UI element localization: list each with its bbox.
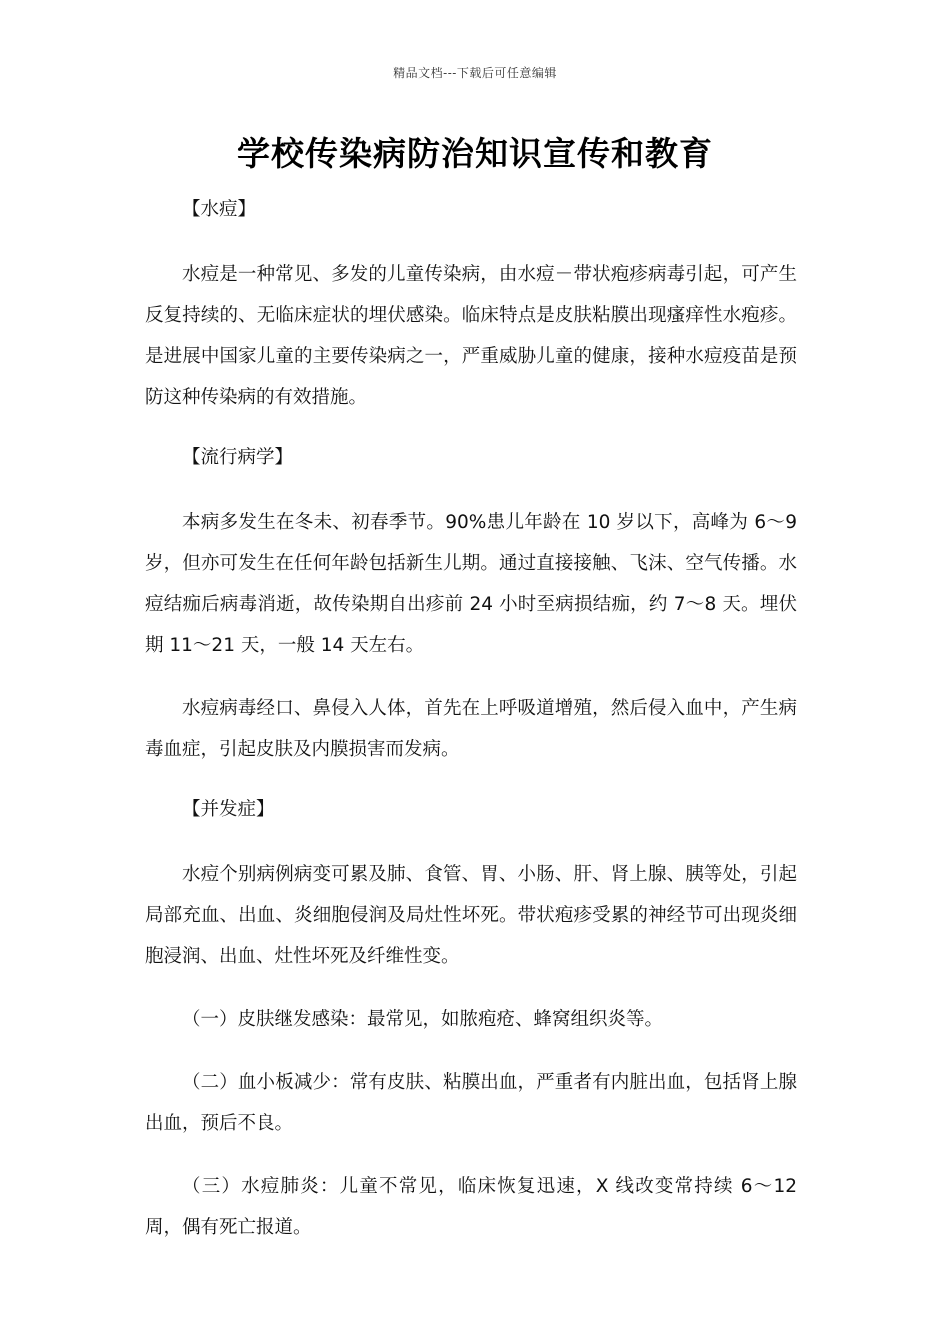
page-header-watermark: 精品文档---下载后可任意编辑 (393, 66, 557, 80)
complication-item-pneumonia: （三）水痘肺炎：儿童不常见，临床恢复迅速，X 线改变常持续 6～12 周，偶有死亡报道。 (145, 1176, 797, 1238)
paragraph-varicella-intro: 水痘是一种常见、多发的儿童传染病，由水痘－带状疱疹病毒引起，可产生反复持续的、无临床症状的埋伏感染。临床特点是皮肤粘膜出现瘙痒性水疱疹。是进展中国家儿童的主要传染病之一，严重威胁儿童的健康，接种水痘疫苗是预防这种传染病的有效措施。 (145, 264, 797, 408)
complication-item-thrombocytopenia: （二）血小板减少：常有皮肤、粘膜出血，严重者有内脏出血，包括肾上腺出血，预后不良。 (145, 1072, 797, 1134)
section-heading-varicella: 【水痘】 (182, 199, 257, 220)
section-heading-complications: 【并发症】 (182, 799, 275, 820)
section-heading-epidemiology: 【流行病学】 (182, 447, 294, 468)
complication-item-skin-infection: （一）皮肤继发感染：最常见，如脓疱疮、蜂窝组织炎等。 (182, 1009, 664, 1030)
document-body (145, 192, 797, 1270)
paragraph-epidemiology-pathogenesis: 水痘病毒经口、鼻侵入人体，首先在上呼吸道增殖，然后侵入血中，产生病毒血症，引起皮肤及内膜损害而发病。 (145, 698, 797, 760)
paragraph-complications-overview: 水痘个别病例病变可累及肺、食管、胃、小肠、肝、肾上腺、胰等处，引起局部充血、出血、炎细胞侵润及局灶性坏死。带状疱疹受累的神经节可出现炎细胞浸润、出血、灶性坏死及纤维性变。 (145, 864, 797, 967)
paragraph-epidemiology-season: 本病多发生在冬未、初春季节。90%患儿年龄在 10 岁以下，高峰为 6～9 岁，但亦可发生在任何年龄包括新生儿期。通过直接接触、飞沫、空气传播。水痘结痂后病毒消逝，故传染期自出疹前 24 小时至病损结痂，约 7～8 天。埋伏期 11～21 天，一般 14 天左右。 (145, 512, 797, 656)
document-title: 学校传染病防治知识宣传和教育 (237, 134, 713, 173)
